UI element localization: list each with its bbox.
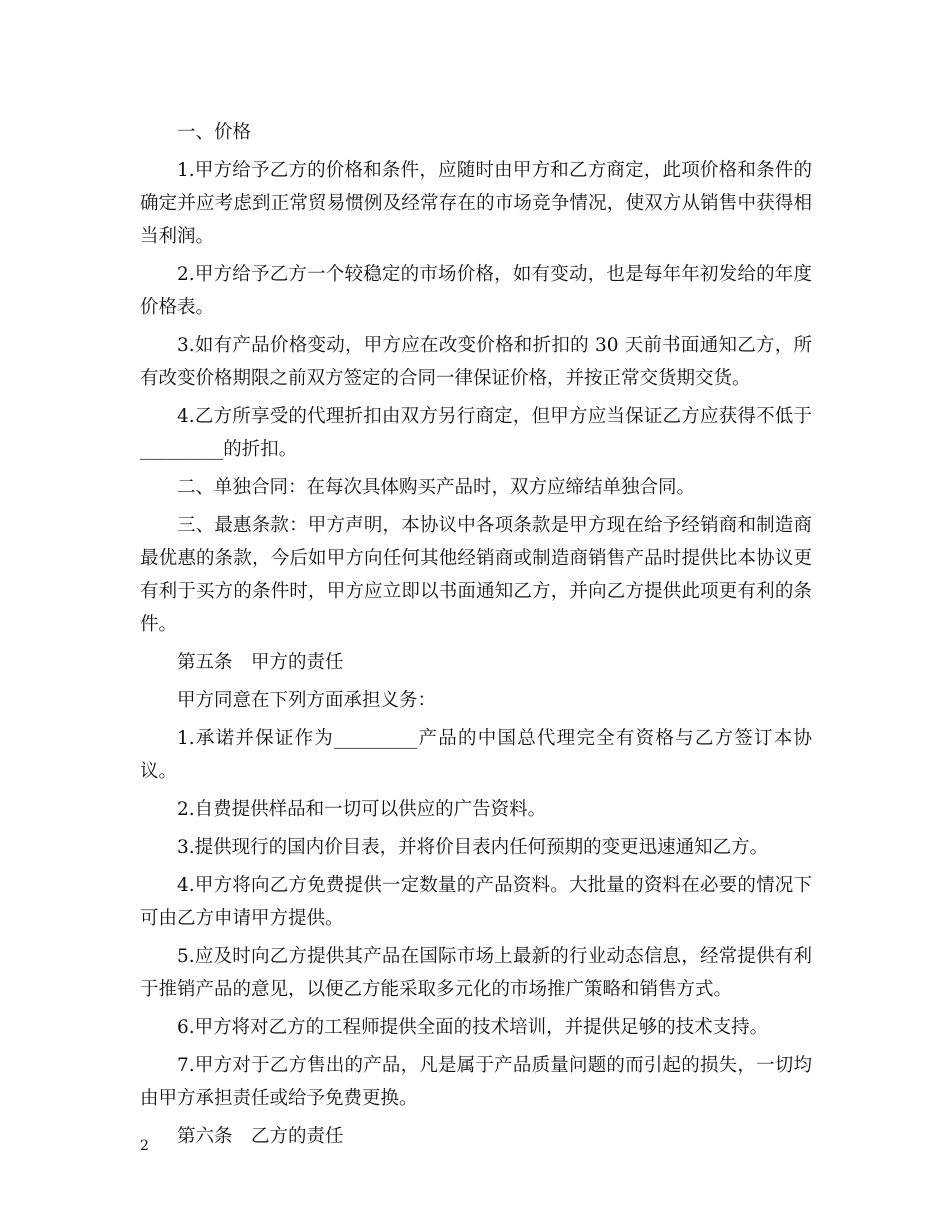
most-favored-clause: 三、最惠条款：甲方声明，本协议中各项条款是甲方现在给予经销商和制造商最优惠的条款，今后如甲方向任何其他经销商或制造商销售产品时提供比本协议更有利于买方的条件时，甲方应立即以书面通知乙方，并向乙方提供此项更有利的条件。: [140, 515, 812, 635]
price-clause-2: 2.甲方给予乙方一个较稳定的市场价格，如有变动，也是每年年初发给的年度价格表。: [140, 264, 812, 318]
party-a-obligation-7: 7.甲方对于乙方售出的产品，凡是属于产品质量问题的而引起的损失，一切均由甲方承担责任或给予免费更换。: [140, 1055, 812, 1109]
price-clause-1: 1.甲方给予乙方的价格和条件，应随时由甲方和乙方商定，此项价格和条件的确定并应考虑到正常贸易惯例及经常存在的市场竞争情况，使双方从销售中获得相当利润。: [140, 160, 812, 247]
party-a-obligation-1: 1.承诺并保证作为_________产品的中国总代理完全有资格与乙方签订本协议。: [140, 728, 812, 782]
section-heading-price: 一、价格: [177, 122, 252, 143]
party-a-obligation-2: 2.自费提供样品和一切可以供应的广告资料。: [177, 799, 547, 820]
party-a-obligation-3: 3.提供现行的国内价目表，并将价目表内任何预期的变更迅速通知乙方。: [177, 837, 769, 858]
article-six-heading: 第六条 乙方的责任: [177, 1126, 344, 1147]
party-a-obligation-4: 4.甲方将向乙方免费提供一定数量的产品资料。大批量的资料在必要的情况下可由乙方申请甲方提供。: [140, 875, 812, 929]
price-clause-4: 4.乙方所享受的代理折扣由双方另行商定，但甲方应当保证乙方应获得不低于_________的折扣。: [140, 406, 812, 460]
party-a-obligation-5: 5.应及时向乙方提供其产品在国际市场上最新的行业动态信息，经常提供有利于推销产品的意见，以便乙方能采取多元化的市场推广策略和销售方式。: [140, 946, 812, 1000]
article-five-heading: 第五条 甲方的责任: [177, 652, 344, 673]
party-a-obligations-intro: 甲方同意在下列方面承担义务：: [177, 690, 437, 711]
separate-contract-clause: 二、单独合同：在每次具体购买产品时，双方应缔结单独合同。: [177, 477, 696, 498]
document-body: [140, 116, 812, 1158]
price-clause-3: 3.如有产品价格变动，甲方应在改变价格和折扣的 30 天前书面通知乙方，所有改变价格期限之前双方签定的合同一律保证价格，并按正常交货期交货。: [140, 335, 812, 389]
page-number: 2: [140, 1138, 149, 1154]
party-a-obligation-6: 6.甲方将对乙方的工程师提供全面的技术培训，并提供足够的技术支持。: [177, 1017, 769, 1038]
